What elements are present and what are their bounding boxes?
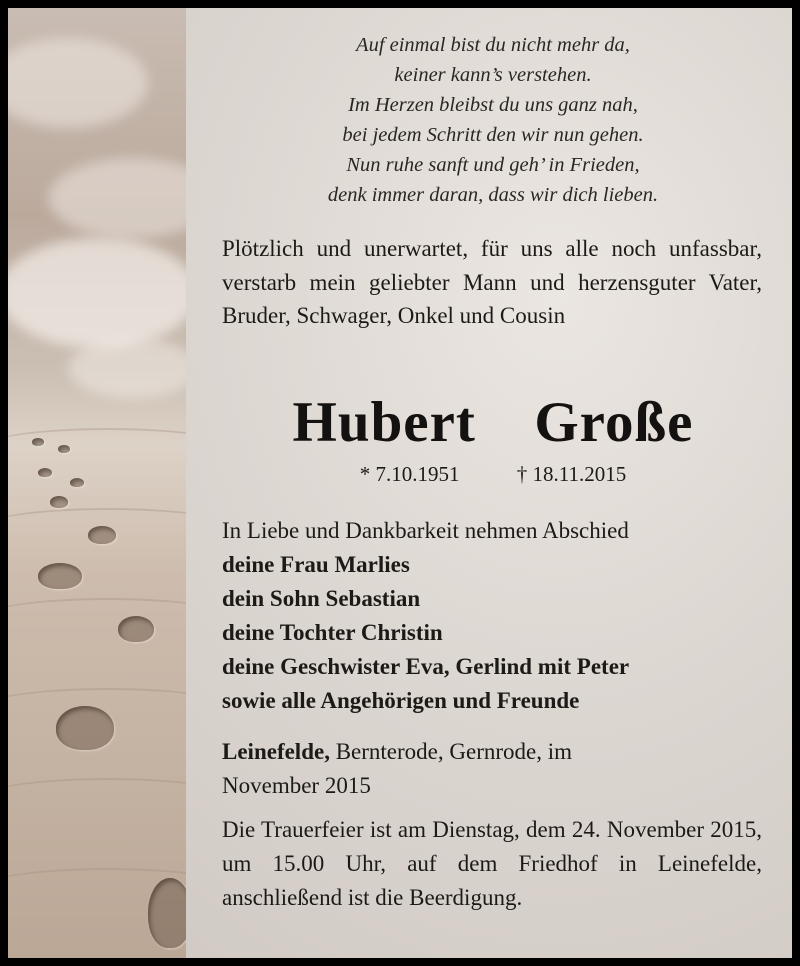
poem-line: bei jedem Schritt den wir nun gehen.	[342, 124, 644, 146]
mourners-list	[222, 514, 782, 718]
place-town: Leinefelde,	[222, 739, 330, 764]
mourners-intro: In Liebe und Dankbarkeit nehmen Abschied	[222, 518, 629, 543]
mourner-name: sowie alle Angehörigen und Freunde	[222, 688, 580, 713]
intro-text: Plötzlich und unerwartet, für uns alle noch unfassbar, verstarb mein geliebter Mann und herzensguter Vater, Bruder, Schwager, Onkel und Cousin	[222, 236, 762, 328]
death-date: † 18.11.2015	[516, 462, 627, 486]
funeral-service-text: Die Trauerfeier ist am Dienstag, dem 24. November 2015, um 15.00 Uhr, auf dem Friedhof in Leinefelde, anschließend ist die Beerdigung.	[222, 817, 762, 910]
mourner-name: deine Frau Marlies	[222, 552, 410, 577]
poem	[198, 30, 788, 210]
place-date: November 2015	[222, 773, 371, 798]
obituary-notice	[8, 8, 792, 958]
mourner-name: deine Tochter Christin	[222, 620, 443, 645]
poem-line: Im Herzen bleibst du uns ganz nah,	[348, 94, 638, 116]
footprints-in-sand-photo	[8, 8, 186, 958]
deceased-name: Hubert Große	[292, 391, 694, 454]
mourner-name: deine Geschwister Eva, Gerlind mit Peter	[222, 654, 630, 679]
poem-line: Nun ruhe sanft und geh’ in Frieden,	[346, 154, 640, 176]
poem-line: keiner kann’s verstehen.	[394, 64, 592, 86]
place-others: Bernterode, Gernrode, im	[329, 739, 573, 764]
place-and-date	[222, 735, 782, 803]
mourner-name: dein Sohn Sebastian	[222, 586, 421, 611]
poem-line: Auf einmal bist du nicht mehr da,	[356, 34, 630, 56]
life-dates	[198, 461, 788, 487]
poem-line: denk immer daran, dass wir dich lieben.	[327, 184, 659, 206]
birth-date: * 7.10.1951	[359, 462, 460, 486]
